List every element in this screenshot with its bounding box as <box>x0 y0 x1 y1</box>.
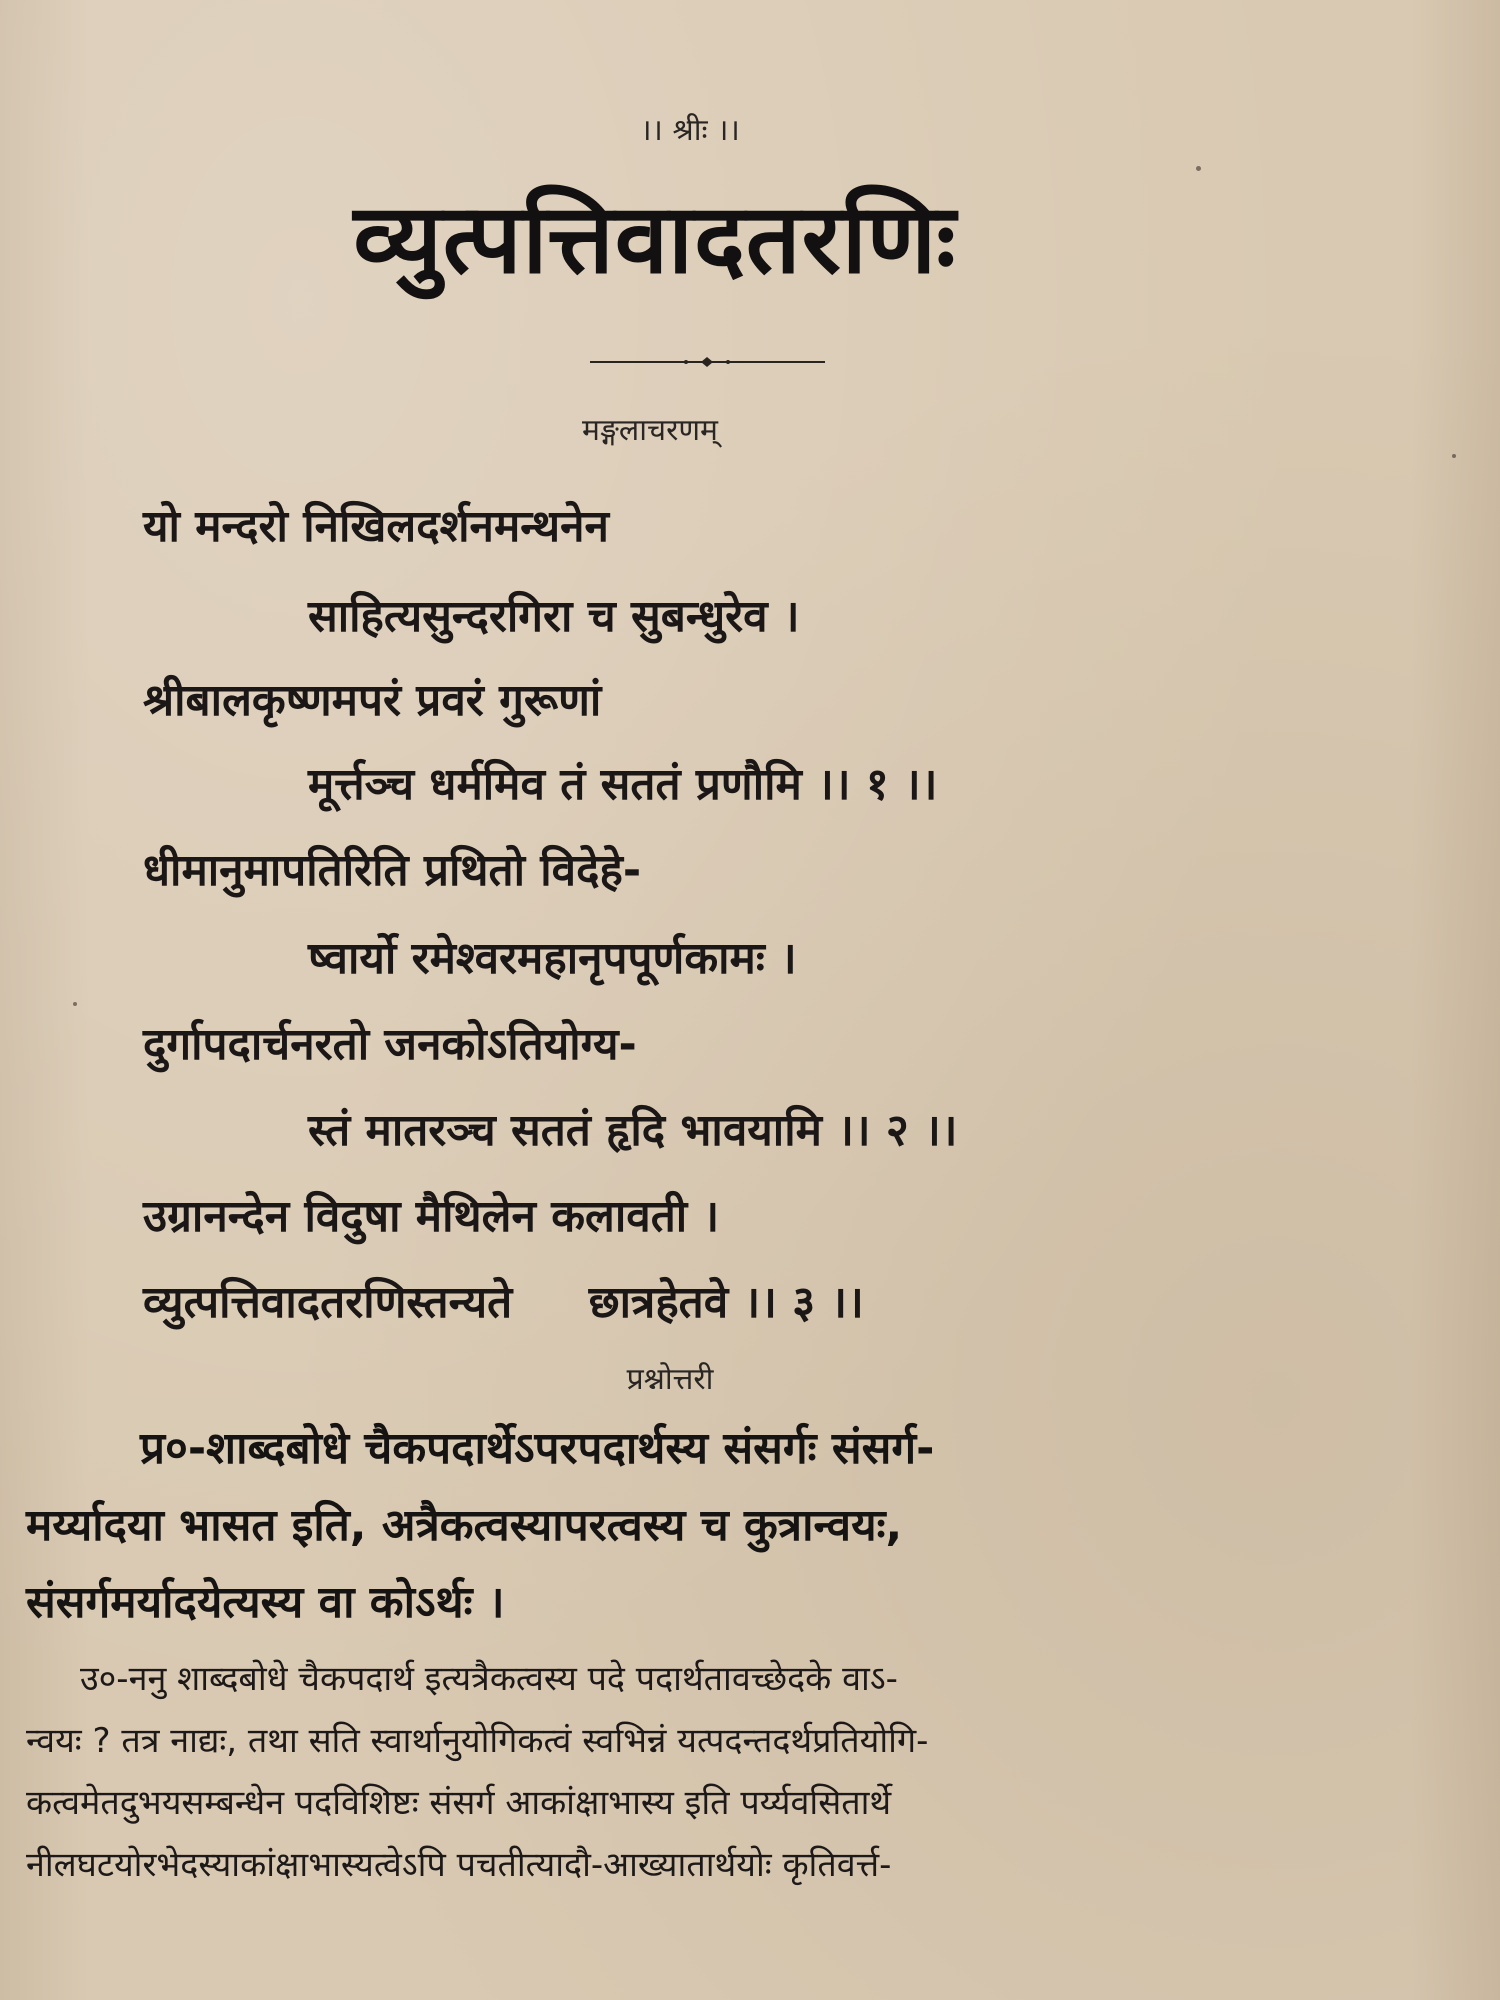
mangalacharanam-heading: मङ्गलाचरणम् <box>582 413 718 448</box>
prashnottari-heading: प्रश्नोत्तरी <box>626 1362 714 1397</box>
paper-speck <box>1196 166 1201 171</box>
verse-5-line-2: व्युत्पत्तिवादतरणिस्तन्यते छात्रहेतवे ।। ३ ।। <box>143 1277 864 1328</box>
verse-5-line-1: उग्रानन्देन विदुषा मैथिलेन कलावती । <box>143 1191 720 1242</box>
verse-2-line-1: श्रीबालकृष्णमपरं प्रवरं गुरूणां <box>143 675 602 726</box>
question-line: प्र०-शाब्दबोधे चैकपदार्थेऽपरपदार्थस्य संसर्गः संसर्ग- <box>140 1423 935 1474</box>
question-paragraph <box>26 1410 1396 1641</box>
answer-line: न्वयः ? तत्र नाद्यः, तथा सति स्वार्थानुयोगिकत्वं स्वभिन्नं यत्पदन्तदर्थप्रतियोगि- <box>26 1721 929 1761</box>
verse-2-line-2: मूर्त्तञ्च धर्ममिव तं सततं प्रणौमि ।। १ ।। <box>308 759 938 810</box>
verse-1-line-2: साहित्यसुन्दरगिरा च सुबन्धुरेव । <box>308 591 800 642</box>
answer-paragraph <box>26 1648 1406 1896</box>
answer-line: उ०-ननु शाब्दबोधे चैकपदार्थ इत्यत्रैकत्वस्य पदे पदार्थतावच्छेदके वाऽ- <box>80 1659 898 1699</box>
paper-speck <box>1452 454 1456 458</box>
ornamental-divider <box>590 356 825 368</box>
answer-line: नीलघटयोरभेदस्याकांक्षाभास्यत्वेऽपि पचतीत्यादौ-आख्यातार्थयोः कृतिवर्त्त- <box>26 1845 892 1885</box>
verse-3-line-2: ष्वार्यो रमेश्वरमहानृपपूर्णकामः । <box>308 933 797 984</box>
paper-speck <box>73 1002 77 1006</box>
verse-3-line-1: धीमानुमापतिरिति प्रथितो विदेहे- <box>143 845 642 896</box>
verse-4-line-1: दुर्गापदार्चनरतो जनकोऽतियोग्य- <box>143 1019 637 1070</box>
answer-line: कत्वमेतदुभयसम्बन्धेन पदविशिष्टः संसर्ग आकांक्षाभास्य इति पर्य्यवसितार्थे <box>26 1783 892 1823</box>
verse-4-line-2: स्तं मातरञ्च सततं हृदि भावयामि ।। २ ।। <box>308 1105 958 1156</box>
invocation-shri: ।। श्रीः ।। <box>640 113 740 148</box>
question-line: संसर्गमर्यादयेत्यस्य वा कोऽर्थः । <box>26 1577 505 1628</box>
verse-1-line-1: यो मन्दरो निखिलदर्शनमन्थनेन <box>143 501 609 552</box>
page-title: व्युत्पत्तिवादतरणिः <box>353 183 957 295</box>
question-line: मर्य्यादया भासत इति, अत्रैकत्वस्यापरत्वस्य च कुत्रान्वयः, <box>26 1500 903 1551</box>
